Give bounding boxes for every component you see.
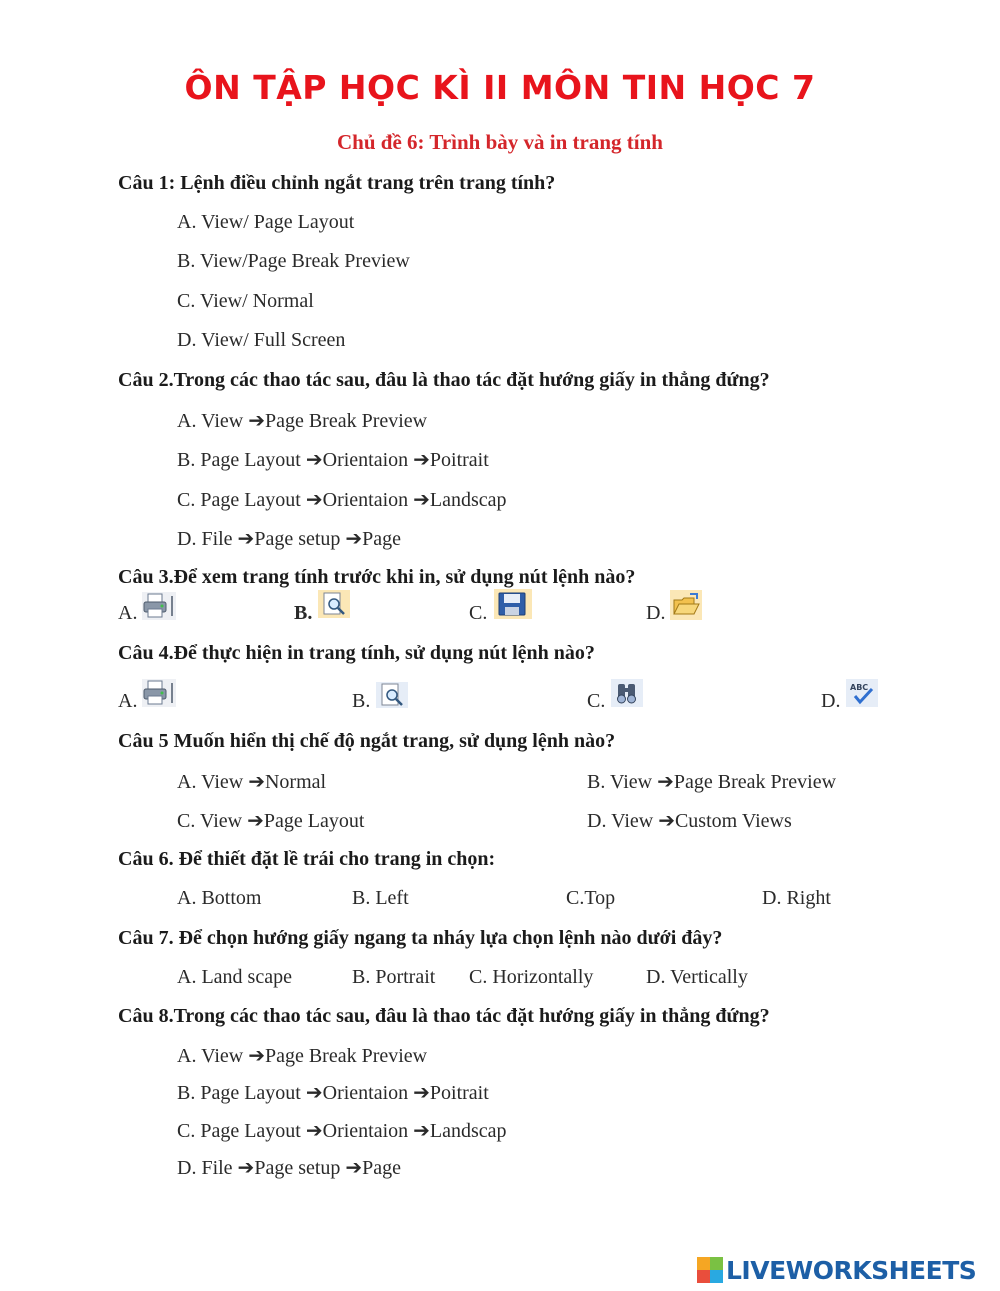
q2-option-d[interactable]: D. File ➔Page setup ➔Page	[177, 528, 402, 550]
q2-option-b[interactable]: B. Page Layout ➔Orientaion ➔Poitrait	[177, 449, 489, 471]
question-8: Câu 8.Trong các thao tác sau, đâu là thao tác đặt hướng giấy in thẳng đứng?	[118, 1005, 770, 1027]
q1-option-c[interactable]: C. View/ Normal	[177, 290, 314, 312]
q5-option-c[interactable]: C. View ➔Page Layout	[177, 810, 365, 832]
open-folder-icon[interactable]	[670, 590, 702, 620]
q8-option-b[interactable]: B. Page Layout ➔Orientaion ➔Poitrait	[177, 1082, 489, 1104]
q7-option-c[interactable]: C. Horizontally	[469, 966, 594, 988]
q1-option-a[interactable]: A. View/ Page Layout	[177, 211, 355, 233]
question-3: Câu 3.Để xem trang tính trước khi in, sử dụng nút lệnh nào?	[118, 566, 636, 588]
svg-text:ABC: ABC	[850, 683, 869, 692]
q6-option-c[interactable]: C.Top	[566, 887, 616, 909]
q4-option-d-label[interactable]: D.	[821, 690, 841, 712]
q4-option-a-label[interactable]: A.	[118, 690, 138, 712]
page-title: ÔN TẬP HỌC KÌ II MÔN TIN HỌC 7	[184, 68, 816, 107]
question-5: Câu 5 Muốn hiển thị chế độ ngắt trang, sử dụng lệnh nào?	[118, 730, 616, 752]
q3-option-b-label[interactable]: B.	[294, 602, 313, 624]
question-4: Câu 4.Để thực hiện in trang tính, sử dụng nút lệnh nào?	[118, 642, 595, 664]
q3-option-d-label[interactable]: D.	[646, 602, 666, 624]
q7-option-a[interactable]: A. Land scape	[177, 966, 292, 988]
q1-option-d[interactable]: D. View/ Full Screen	[177, 329, 346, 351]
q8-option-c[interactable]: C. Page Layout ➔Orientaion ➔Landscap	[177, 1120, 507, 1142]
print-preview-icon[interactable]	[318, 590, 350, 618]
q6-option-b[interactable]: B. Left	[352, 887, 409, 909]
question-1: Câu 1: Lệnh điều chỉnh ngắt trang trên trang tính?	[118, 172, 556, 194]
q4-option-b-label[interactable]: B.	[352, 690, 371, 712]
q8-option-a[interactable]: A. View ➔Page Break Preview	[177, 1045, 428, 1067]
find-icon[interactable]	[611, 679, 643, 707]
spelling-check-icon[interactable]	[846, 679, 878, 707]
print-icon[interactable]	[142, 679, 176, 707]
q2-option-a[interactable]: A. View ➔Page Break Preview	[177, 410, 428, 432]
q4-option-c-label[interactable]: C.	[587, 690, 606, 712]
logo-mark-icon	[697, 1257, 723, 1283]
question-6: Câu 6. Để thiết đặt lề trái cho trang in chọn:	[118, 848, 496, 870]
question-2: Câu 2.Trong các thao tác sau, đâu là thao tác đặt hướng giấy in thẳng đứng?	[118, 369, 770, 391]
q3-option-c-label[interactable]: C.	[469, 602, 488, 624]
q2-option-c[interactable]: C. Page Layout ➔Orientaion ➔Landscap	[177, 489, 507, 511]
question-7: Câu 7. Để chọn hướng giấy ngang ta nháy lựa chọn lệnh nào dưới đây?	[118, 927, 723, 949]
q5-option-b[interactable]: B. View ➔Page Break Preview	[587, 771, 837, 793]
q5-option-a[interactable]: A. View ➔Normal	[177, 771, 327, 793]
liveworksheets-logo	[697, 1254, 976, 1286]
q6-option-d[interactable]: D. Right	[762, 887, 831, 909]
q3-option-a-label[interactable]: A.	[118, 602, 138, 624]
page-subtitle: Chủ đề 6: Trình bày và in trang tính	[337, 130, 663, 154]
q5-option-d[interactable]: D. View ➔Custom Views	[587, 810, 792, 832]
q6-option-a[interactable]: A. Bottom	[177, 887, 262, 909]
print-icon[interactable]	[142, 592, 176, 620]
logo-text: LIVEWORKSHEETS	[726, 1255, 977, 1285]
q8-option-d[interactable]: D. File ➔Page setup ➔Page	[177, 1157, 402, 1179]
save-icon[interactable]	[494, 589, 532, 619]
print-preview-icon[interactable]	[376, 682, 408, 708]
q7-option-d[interactable]: D. Vertically	[646, 966, 748, 988]
q7-option-b[interactable]: B. Portrait	[352, 966, 436, 988]
q1-option-b[interactable]: B. View/Page Break Preview	[177, 250, 410, 272]
